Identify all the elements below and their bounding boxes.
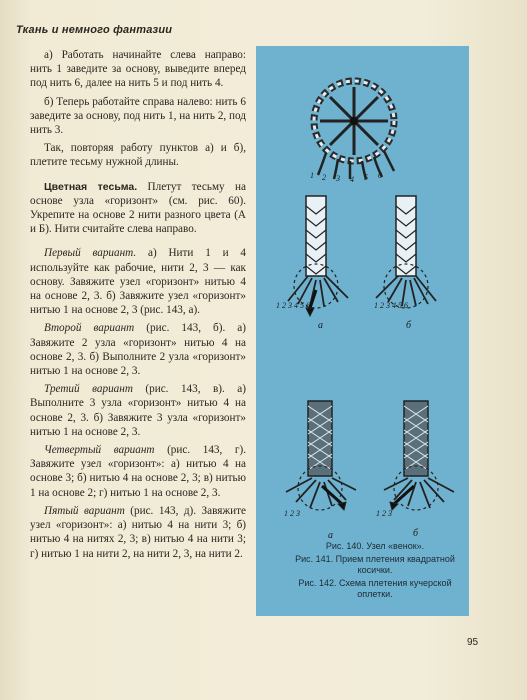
figure-captions xyxy=(280,541,470,602)
paragraph-b: б) Теперь работайте справа налево: нить 6 заведите за основу, под нить 1, на нить 2, под нить 3. xyxy=(30,95,246,137)
caption-140: Рис. 140. Узел «венок». xyxy=(325,541,425,551)
paragraph-repeat: Так, повторяя работу пунктов а) и б), плетите тесьму нужной длины. xyxy=(30,142,246,169)
wreath-number-labels xyxy=(310,171,382,184)
variant-4 xyxy=(30,443,246,500)
variant-5-text: (рис. 143, д). Завяжите узел «горизонт»: а) нитью 4 на нити 3; б) нитью 4 на нитях 2, 3; в) нитью 4 на нити 3; г) нитью 1 на нити 2, на нити 2, 3, на нити 2. xyxy=(30,504,246,560)
row2-label-b: б xyxy=(413,528,419,539)
caption-141: Рис. 141. Прием плетения квадратной косички. xyxy=(295,553,455,575)
braid-b-row1 xyxy=(376,196,436,308)
page-number: 95 xyxy=(467,637,479,648)
caption-142: Рис. 142. Схема плетения кучерской оплетки. xyxy=(298,577,452,599)
wreath-center xyxy=(350,117,358,125)
wreath-label-2: 2 xyxy=(322,173,326,182)
running-header: Ткань и немного фантазии xyxy=(16,24,173,36)
braid-a-row2 xyxy=(286,401,356,510)
section-title: Цветная тесьма. xyxy=(44,180,138,193)
row1-left-numbers: 1 2 3 4 5 6 xyxy=(276,301,310,310)
wreath-tails xyxy=(318,151,394,179)
variant-3-title: Третий вариант xyxy=(44,383,133,396)
illustration-panel xyxy=(256,46,469,616)
variant-3 xyxy=(30,382,246,439)
wreath-label-4: 4 xyxy=(350,175,354,184)
variant-2-text: (рис. 143, б). а) Завяжите 2 узла «горизонт» нитью 4 на основе 2, 3. б) Выполните 2 узла «горизонт» нитью 1 на основе 2, 3. xyxy=(30,322,246,378)
variant-1-text: а) Нити 1 и 4 используйте как рабочие, нити 2, 3 — как основу. Завяжите узел «горизонт» нитью 4 на основе 2, 3. б) Завяжите узел «горизонт» нитью 1 на основе 2, 3 (рис. 143, а). xyxy=(30,247,246,317)
variant-5-title: Пятый вариант xyxy=(44,504,125,517)
braid-b-row2 xyxy=(384,401,454,510)
variant-5 xyxy=(30,504,246,561)
wreath-label-3: 3 xyxy=(336,174,340,183)
variant-1-title: Первый вариант. xyxy=(44,247,137,260)
row2-label-a: а xyxy=(328,530,333,541)
paragraph-color-braid xyxy=(30,180,246,237)
text-column xyxy=(30,48,246,565)
wreath-knot-figure xyxy=(314,81,394,179)
variant-4-text: (рис. 143, г). Завяжите узел «горизонт»: а) нитью 4 на основе 3; б) нитью 4 на основе 2, 3; в) нитью 1 на основе 2; г) нитью 1 на основе 2, 3. xyxy=(30,444,246,499)
row1-label-a: а xyxy=(318,320,323,331)
variant-3-text: (рис. 143, в). а) Выполните 3 узла «горизонт» нитью 4 на основе 2, 3. б) Завяжите 3 узла «горизонт» нитью 1 на основе 2, 3. xyxy=(30,383,246,438)
braid-a-row1 xyxy=(288,196,348,316)
row2-right-numbers: 1 2 3 xyxy=(376,509,392,518)
section-text: Плетут тесьму на основе узла «горизонт» (см. рис. 60). Укрепите на основе 2 нити разного цвета (А и Б). Нити считайте слева направо. xyxy=(30,180,246,236)
variant-1 xyxy=(30,246,246,317)
illustrations-svg xyxy=(256,46,469,616)
variant-4-title: Четвертый вариант xyxy=(44,444,155,457)
paragraph-a: а) Работать начинайте слева направо: нить 1 заведите за основу, выведите вперед под нить 6, далее на нить 5 и под нить 4. xyxy=(30,49,246,90)
wreath-label-1: 1 xyxy=(310,171,314,180)
variant-2 xyxy=(30,321,246,378)
row1-right-numbers: 1 2 3 4 5 6 xyxy=(374,301,408,310)
row1-label-b: б xyxy=(406,320,412,331)
wreath-label-6: 6 xyxy=(378,171,382,180)
row2-left-numbers: 1 2 3 xyxy=(284,509,300,518)
wreath-label-5: 5 xyxy=(364,173,368,182)
variant-2-title: Второй вариант xyxy=(44,322,135,335)
